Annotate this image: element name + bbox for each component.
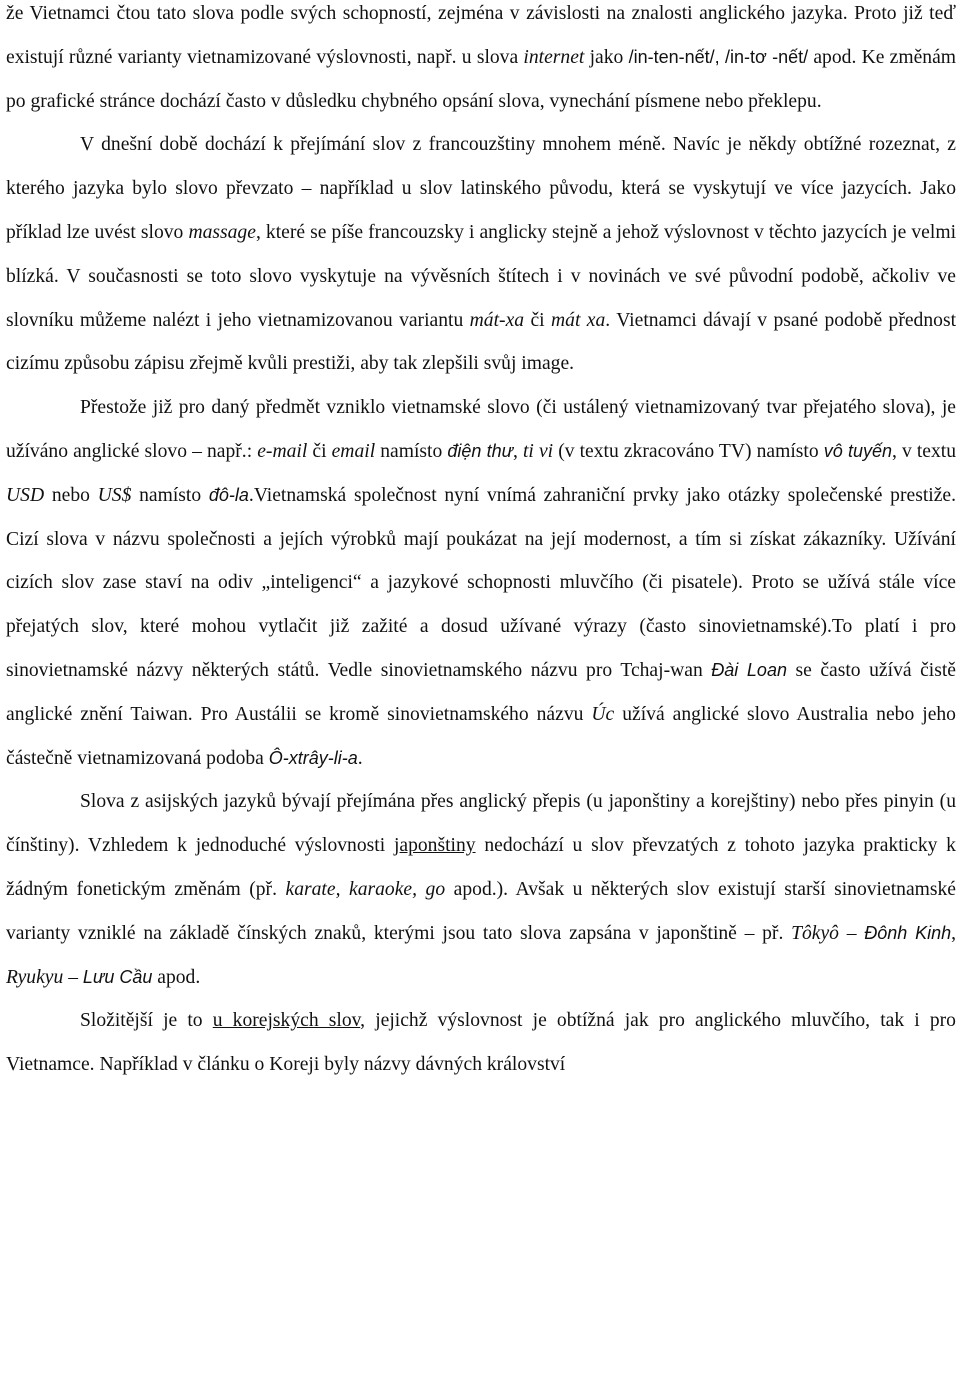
vietnamese-term: Ô-xtrây-li-a (268, 747, 358, 768)
text-run: či (307, 440, 332, 462)
italic-run: US$ (97, 484, 132, 506)
paragraph-4 (6, 780, 956, 999)
italic-run: karate, karaoke, go (285, 878, 446, 900)
paragraph-3 (6, 386, 956, 780)
text-run: V dnešní době dochází k přejímání slov z francouzštiny mnohem méně. Navíc je někdy obtížné rozeznat, z kterého jazyka bylo slovo převzato – například u slov latinského původu, která se vyskytují ve více jazycích. Jako příklad lze uvést slovo (6, 134, 956, 243)
italic-run: e-mail (257, 440, 308, 462)
paragraph-1 (6, 0, 956, 123)
underlined-run: u korejských slov (212, 1010, 361, 1032)
paragraph-2 (6, 123, 956, 386)
text-run: – (838, 922, 865, 944)
text-run: apod. (152, 966, 201, 988)
text-run: Slova z asijských jazyků bývají přejímána přes anglický přepis (u japonštiny a korejštiny) nebo přes pinyin (u čínštiny). Vzhledem k jednoduché výslovnosti (6, 791, 956, 857)
vietnamese-term: vô tuyến (823, 440, 892, 461)
text-run: užívá anglické slovo Australia nebo jeho částečně vietnamizovaná podoba (6, 703, 956, 769)
underlined-run: japonštiny (393, 835, 476, 857)
italic-run: internet (523, 46, 585, 68)
text-run: že Vietnamci čtou tato slova podle svých schopností, zejména v závislosti na znalosti anglického jazyka. Proto již teď existují různé varianty vietnamizované výslovnosti, např. u slova (6, 3, 956, 68)
text-run: , které se píše francouzsky i anglicky stejně a jehož výslovnost v těchto jazycích je velmi blízká. V současnosti se toto slovo vyskytuje na vývěsních štítech i v novinách ve své původní podobě, ačkoliv ve slovníku můžeme nalézt i jeho vietnamizovanou variantu (6, 221, 957, 331)
italic-run: mát xa (551, 309, 606, 331)
italic-run: email (331, 440, 376, 462)
text-run: . (357, 747, 363, 769)
vietnamese-term: đô-la (208, 484, 249, 505)
text-run: se často užívá čistě anglické znění Taiwan. Pro Austálii se kromě sinovietnamského názvu (6, 659, 956, 725)
italic-run: Ryukyu (6, 966, 64, 988)
text-run: namísto (375, 440, 448, 462)
text-run: či (524, 309, 551, 331)
text-run: namísto (131, 484, 209, 506)
text-run: apod. Ke změnám po grafické stránce dochází často v důsledku chybného opsání slova, vynechání písmene nebo překlepu. (6, 46, 957, 112)
text-run: jako (584, 46, 629, 68)
text-run: , (513, 440, 523, 462)
italic-run: ti vi (522, 440, 554, 462)
vietnamese-term: Lưu Cầu (82, 966, 153, 987)
paragraph-5 (6, 999, 956, 1087)
italic-run: Úc (591, 703, 615, 725)
pronunciation-run: /in-ten-nết/, /in-tơ -nết/ (628, 46, 809, 67)
italic-run: Tôkyô (791, 922, 839, 944)
vietnamese-term: Đônh Kinh (864, 922, 952, 943)
italic-run: massage (188, 221, 256, 243)
text-run: , v textu (891, 440, 957, 462)
vietnamese-term: điện thư (447, 440, 513, 461)
text-run: .Vietnamská společnost nyní vnímá zahraniční prvky jako otázky společenské prestiže. Cizí slova v názvu společnosti a jejích výrobků mají poukázat na její modernost, a tím si získat zákazníky. Užívání cizích slov zase staví na odiv „inteligenci“ a jazykové schopnosti mluvčího (či pisatele). Proto se užívá stále více přejatých slov, které mohou vytlačit již zažité a dosud užívané výrazy (často sinovietnamské).To platí i pro sinovietnamské názvy některých států. Vedle sinovietnamského názvu pro Tchaj-wan (6, 484, 956, 681)
text-run: Přestože již pro daný předmět vzniklo vietnamské slovo (či ustálený vietnamizovaný tvar přejatého slova), je užíváno anglické slovo – např.: (6, 397, 956, 462)
text-run: . Vietnamci dávají v psané podobě přednost cizímu způsobu zápisu zřejmě kvůli prestiži, aby tak zlepšili svůj image. (6, 309, 957, 375)
text-run: Složitější je to (80, 1010, 213, 1032)
text-run: nebo (44, 484, 98, 506)
document-page (6, 0, 956, 1087)
italic-run: USD (6, 484, 45, 506)
text-run: , (951, 922, 957, 944)
text-run: nedochází u slov převzatých z tohoto jazyka prakticky k žádným fonetickým změnám (př. (6, 835, 956, 900)
text-run: , jejichž výslovnost je obtížná jak pro anglického mluvčího, tak i pro Vietnamce. Například v článku o Koreji byly názvy dávných království (6, 1010, 956, 1076)
text-run: apod.). Avšak u některých slov existují starší sinovietnamské varianty vzniklé na základě čínských znaků, kterými jsou tato slova zapsána v japonštině – př. (6, 878, 956, 944)
italic-run: mát-xa (469, 309, 525, 331)
vietnamese-term: Đài Loan (711, 659, 787, 680)
text-run: (v textu zkracováno TV) namísto (553, 440, 824, 462)
text-run: – (63, 966, 83, 988)
